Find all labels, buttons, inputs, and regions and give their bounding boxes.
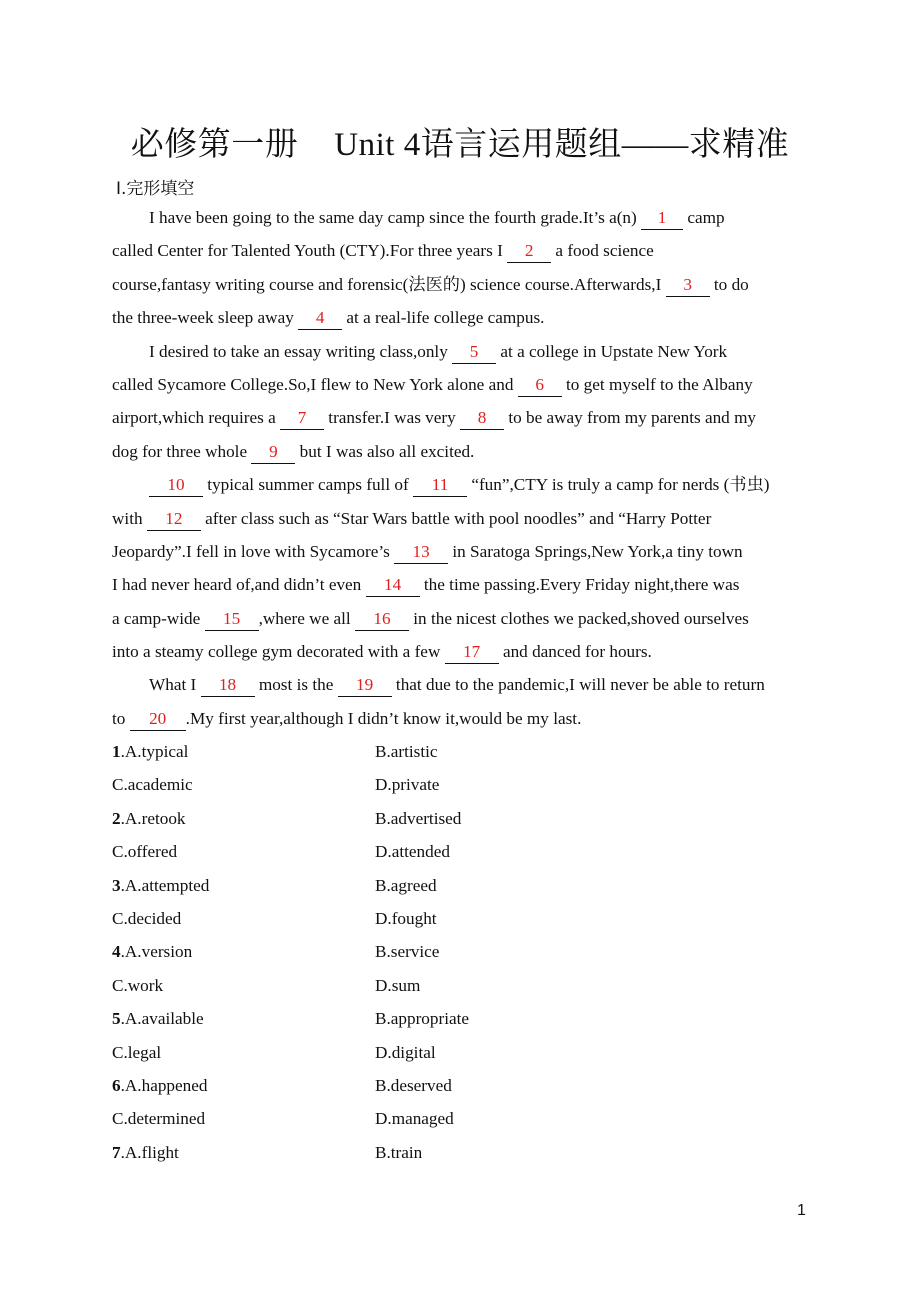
passage-line: I desired to take an essay writing class,only 5 at a college in Upstate New York (112, 335, 816, 368)
passage-line: into a steamy college gym decorated with a few 17 and danced for hours. (112, 635, 816, 668)
passage-line: 10 typical summer camps full of 11 “fun”,CTY is truly a camp for nerds (书虫) (112, 468, 816, 501)
blank-17: 17 (445, 641, 499, 664)
passage-line: called Center for Talented Youth (CTY).For three years I 2 a food science (112, 234, 816, 267)
blank-3: 3 (666, 274, 710, 297)
passage-line: I had never heard of,and didn’t even 14 the time passing.Every Friday night,there was (112, 568, 816, 601)
blank-4: 4 (298, 307, 342, 330)
title-book: 必修第一册 (130, 127, 299, 163)
option-row: 1.A.typical B.artistic (112, 742, 438, 761)
passage-line: a camp-wide 15 ,where we all 16 in the nicest clothes we packed,shoved ourselves (112, 602, 816, 635)
option-row: 6.A.happened B.deserved (112, 1075, 452, 1095)
option-row: C.work D.sum (112, 975, 421, 995)
option-row: 4.A.version B.service (112, 942, 440, 962)
passage-line: the three-week sleep away 4 at a real-life college campus. (112, 301, 816, 334)
blank-14: 14 (366, 574, 420, 597)
option-row: 7.A.flight B.train (112, 1142, 423, 1162)
blank-8: 8 (460, 407, 504, 430)
blank-13: 13 (394, 541, 448, 564)
option-row: C.determined D.managed (112, 1109, 454, 1129)
blank-16: 16 (355, 608, 409, 631)
section-heading: Ⅰ.完形填空 (116, 179, 195, 199)
page-title (0, 118, 920, 165)
passage-line: to 20 .My first year,although I didn’t know it,would be my last. (112, 702, 816, 735)
blank-11: 11 (413, 474, 467, 497)
passage-line: I have been going to the same day camp since the fourth grade.It’s a(n) 1 camp (112, 201, 816, 234)
blank-2: 2 (507, 240, 551, 263)
passage (112, 201, 816, 735)
option-row: 2.A.retook B.advertised (112, 808, 462, 828)
page-number: 1 (797, 1202, 806, 1219)
option-row: 3.A.attempted B.agreed (112, 875, 437, 895)
blank-9: 9 (251, 441, 295, 464)
option-row: C.offered D.attended (112, 842, 450, 862)
passage-line: called Sycamore College.So,I flew to New York alone and 6 to get myself to the Albany (112, 368, 816, 401)
title-unit: Unit 4语言运用题组——求精准 (334, 127, 790, 163)
blank-7: 7 (280, 407, 324, 430)
blank-5: 5 (452, 341, 496, 364)
option-row: C.academic D.private (112, 775, 440, 795)
blank-6: 6 (518, 374, 562, 397)
option-row: C.legal D.digital (112, 1042, 436, 1062)
passage-line: dog for three whole 9 but I was also all excited. (112, 435, 816, 468)
options-list (112, 735, 712, 1169)
blank-20: 20 (130, 708, 186, 731)
passage-line: Jeopardy”.I fell in love with Sycamore’s 13 in Saratoga Springs,New York,a tiny town (112, 535, 816, 568)
passage-line: course,fantasy writing course and forensic(法医的) science course.Afterwards,I 3 to do (112, 268, 816, 301)
blank-10: 10 (149, 474, 203, 497)
passage-line: with 12 after class such as “Star Wars battle with pool noodles” and “Harry Potter (112, 502, 816, 535)
passage-line: What I 18 most is the 19 that due to the pandemic,I will never be able to return (112, 668, 816, 701)
option-row: 5.A.available B.appropriate (112, 1009, 470, 1029)
option-row: C.decided D.fought (112, 908, 437, 928)
blank-12: 12 (147, 508, 201, 531)
passage-line: airport,which requires a 7 transfer.I was very 8 to be away from my parents and my (112, 401, 816, 434)
blank-19: 19 (338, 674, 392, 697)
blank-18: 18 (201, 674, 255, 697)
blank-15: 15 (205, 608, 259, 631)
blank-1: 1 (641, 207, 683, 230)
